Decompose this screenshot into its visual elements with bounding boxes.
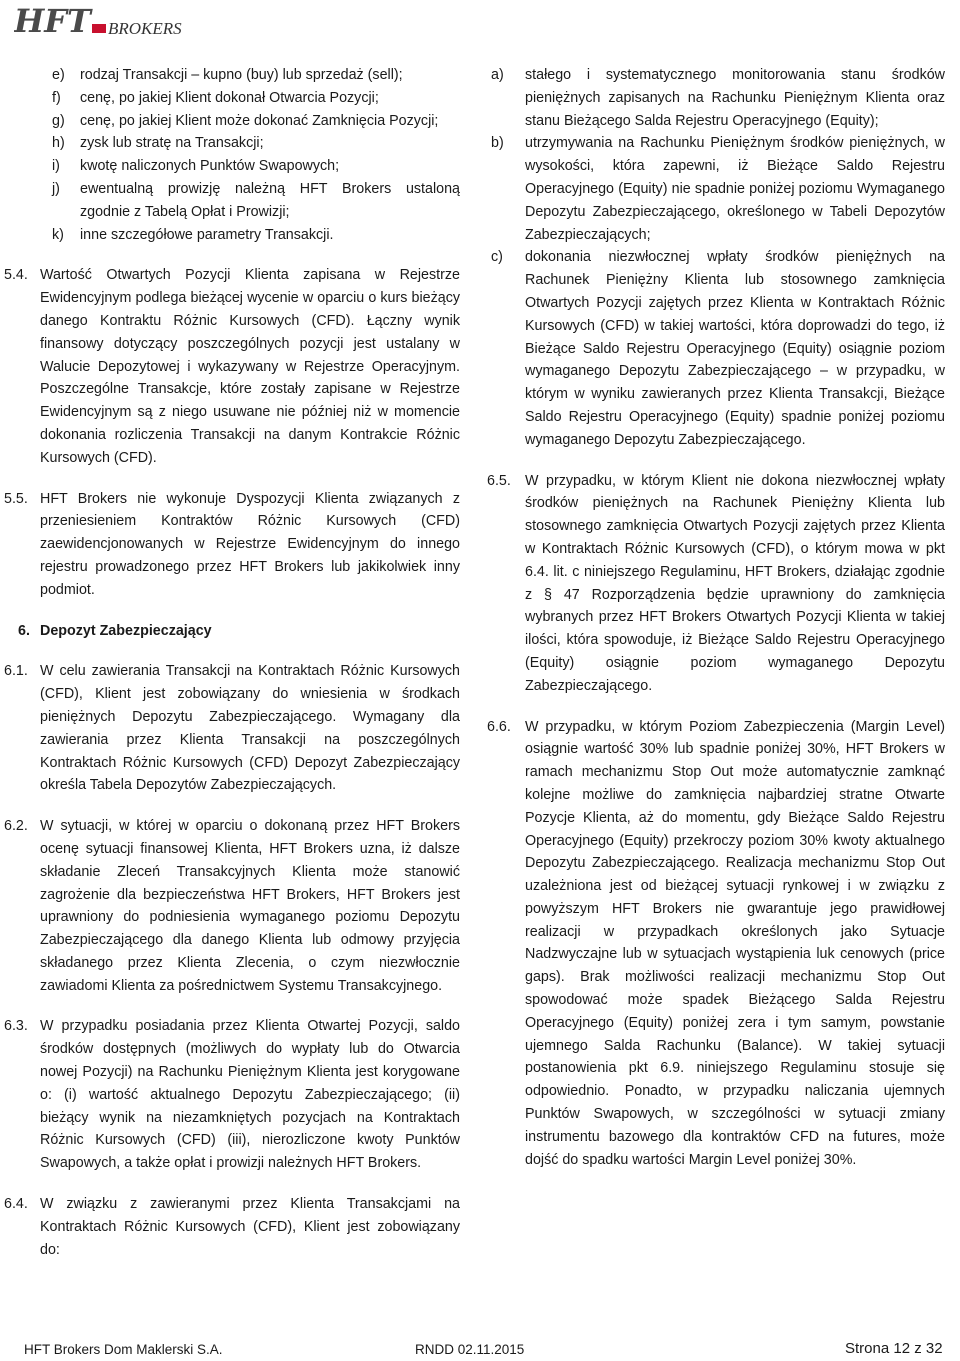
logo-hft-text: HFT: [14, 4, 91, 40]
hft-brokers-logo: [14, 4, 184, 40]
section-5-4: 5.4. Wartość Otwartych Pozycji Klienta zapisana w Rejestrze Ewidencyjnym podlega bieżącej wycenie w oparciu o kurs bieżący danego Kontraktu Różnic Kursowych (CFD). Łączny wynik finansowy dotyczący poszczególnych pozycji jest ustalany w Walucie Depozytowej i wykazywany w Rejestrze Operacyjnym. Poszczególne Transakcje, które zostały zapisane w Rejestrze Ewidencyjnym są z niego usuwane nie później niż w momencie dokonania rozliczenia Transakcji na danym Kontrakcie Różnic Kursowych (CFD).: [4, 267, 460, 466]
footer-doc-code: RNDD 02.11.2015: [415, 1342, 525, 1357]
page-number: Strona 12 z 32: [845, 1340, 943, 1357]
list-item: k) inne szczegółowe parametry Transakcji.: [52, 226, 334, 243]
list-item: h) zysk lub stratę na Transakcji;: [52, 135, 264, 152]
right-column: [487, 64, 945, 1171]
list-item: j) ewentualną prowizję należną HFT Brokers ustaloną zgodnie z Tabelą Opłat i Prowizji;: [52, 180, 460, 220]
section-6-2: 6.2. W sytuacji, w której w oparciu o dokonaną przez HFT Brokers ocenę sytuacji finansowej Klienta, HFT Brokers uzna, iż dalsze składanie Zleceń Transakcyjnych Klienta może stanowić zagrożenie dla bezpieczeństwa HFT Brokers, HFT Brokers jest uprawniony do podniesienia wymaganego poziomu Depozytu Zabezpieczającego dla danego Klienta lub odmowy przyjęcia składanego przez Klienta Zlecenia, o czym niezwłocznie zawiadomi Klienta za pośrednictwem Systemu Transakcyjnego.: [4, 818, 460, 994]
section-title: Depozyt Zabezpieczający: [40, 622, 212, 639]
footer-company: HFT Brokers Dom Maklerski S.A.: [24, 1342, 223, 1357]
section-6-3: 6.3. W przypadku posiadania przez Klienta Otwartej Pozycji, saldo środków dostępnych (możliwych do wypłaty lub do Otwarcia nowej Pozycji) na Rachunku Pieniężnym Klienta jest korygowane o: (i) wartość aktualnego Depozytu Zabezpieczającego; (ii) bieżący wynik na niezamkniętych pozycjach na Kontraktach Różnic Kursowych (CFD) (iii), nierozliczone kwoty Punktów Swapowych, a także opłat i prowizji należnych HFT Brokers.: [4, 1018, 460, 1172]
obligations-list: [447, 64, 945, 452]
logo-graphic: [14, 4, 184, 40]
list-item: c) dokonania niezwłocznej wpłaty środków pieniężnych na Rachunek Pieniężny Klienta lub stosownego zamknięcia Otwartych Pozycji zajętych przez Klienta w Kontraktach Różnic Kursowych (CFD) w takiej wartości, która doprowadzi do tego, iż Bieżące Saldo Rejestru Operacyjnego (Equity) osiągnie poziom wymaganego Depozytu Zabezpieczającego – w przypadku, w którym w wyniku zawieranych przez Klienta Transakcji, Bieżące Saldo Rejestru Operacyjnego (Equity) spadnie poniżej poziomu wymaganego Depozytu Zabezpieczającego.: [491, 249, 945, 448]
left-column: [4, 64, 460, 1261]
list-item: e) rodzaj Transakcji – kupno (buy) lub sprzedaż (sell);: [52, 67, 403, 83]
section-6-1: 6.1. W celu zawierania Transakcji na Kontraktach Różnic Kursowych (CFD), Klient jest zobowiązany do wniesienia w środkach pieniężnych Depozytu Zabezpieczającego. Wymagany dla zawierania przez Klienta Transakcji na poszczególnych Kontraktach Różnic Kursowych (CFD) Depozyt Zabezpieczający określa Tabela Depozytów Zabezpieczających.: [4, 663, 460, 794]
list-item: b) utrzymywania na Rachunku Pieniężnym środków pieniężnych, w wysokości, która zapewni, iż Bieżące Saldo Rejestru Operacyjnego (Equity) nie spadnie poniżej poziomu Wymaganego Depozytu Zabezpieczającego, określonego w Tabeli Depozytów Zabezpieczających;: [491, 135, 945, 243]
transaction-details-list: [40, 64, 460, 246]
section-6-5: 6.5. W przypadku, w którym Klient nie dokona niezwłocznej wpłaty środków pieniężnych na Rachunek Pieniężny Klienta lub stosownego zamknięcia Otwartych Pozycji zajętych przez Klienta w Kontraktach Różnic Kursowych (CFD), o którym mowa w pkt 6.4. lit. c niniejszego Regulaminu, HFT Brokers, działając zgodnie z § 47 Rozporządzenia będzie uprawniony do zamknięcia wybranych przez HFT Brokers Otwartych Pozycji Klienta w takiej ilości, która spowoduje, iż Bieżące Saldo Rejestru Operacyjnego (Equity) osiągnie poziom wymaganego Depozytu Zabezpieczającego.: [487, 472, 945, 694]
section-6-heading: 6. Depozyt Zabezpieczający: [40, 620, 460, 643]
section-6-6: 6.6. W przypadku, w którym Poziom Zabezpieczenia (Margin Level) osiągnie wartość 30% lub spadnie poniżej 30%, HFT Brokers w ramach mechanizmu Stop Out może automatycznie zamknąć kolejne możliwe do zamknięcia najbardziej stratne Otwarte Pozycje Klienta, aż do momentu, gdy Bieżące Saldo Rejestru Operacyjnego (Equity) przekroczy poziom 30% kwoty aktualnego Depozytu Zabezpieczającego. Realizacja mechanizmu Stop Out uzależniona jest od bieżącej sytuacji rynkowej i w związku z powyższym HFT Brokers nie gwarantuje jego prawidłowej realizacji w przypadkach określonych jako Sytuacje Nadzwyczajne lub w sytuacjach wystąpienia luk cenowych (price gaps). Brak możliwości realizacji mechanizmu Stop Out spowodować może spadek Bieżącego Salda Rejestru Operacyjnego (Equity) poniżej zera i tym samym, powstanie ujemnego Salda Rachunku (Balance). W takiej sytuacji postanowienia pkt 6.9. niniejszego Regulaminu stosuje się odpowiednio. Ponadto, w przypadku naliczania ujemnych Punktów Swapowych, w szczególności w sytuacji zmiany instrumentu bazowego dla kontraktów CFD na futures, może dojść do spadku wartości Margin Level poniżej 30%.: [487, 718, 945, 1168]
list-item: f) cenę, po jakiej Klient dokonał Otwarcia Pozycji;: [52, 89, 379, 106]
section-5-5: 5.5. HFT Brokers nie wykonuje Dyspozycji Klienta związanych z przeniesieniem Kontraktów Różnic Kursowych (CFD) zaewidencjonowanych w Rejestrze Ewidencyjnym do innego rejestru prowadzonego przez HFT Brokers lub jakikolwiek inny podmiot.: [4, 490, 460, 598]
section-6-4: 6.4. W związku z zawieranymi przez Klienta Transakcjami na Kontraktach Różnic Kursowych (CFD), Klient jest zobowiązany do:: [4, 1196, 460, 1258]
logo-accent-block: [92, 24, 106, 33]
list-item: i) kwotę naliczonych Punktów Swapowych;: [52, 158, 340, 175]
list-item: a) stałego i systematycznego monitorowania stanu środków pieniężnych zapisanych na Rachunku Pieniężnym Klienta oraz stanu Bieżącego Salda Rejestru Operacyjnego (Equity);: [491, 67, 945, 129]
list-item: g) cenę, po jakiej Klient może dokonać Zamknięcia Pozycji;: [52, 112, 439, 129]
logo-brokers-text: BROKERS: [108, 19, 182, 38]
